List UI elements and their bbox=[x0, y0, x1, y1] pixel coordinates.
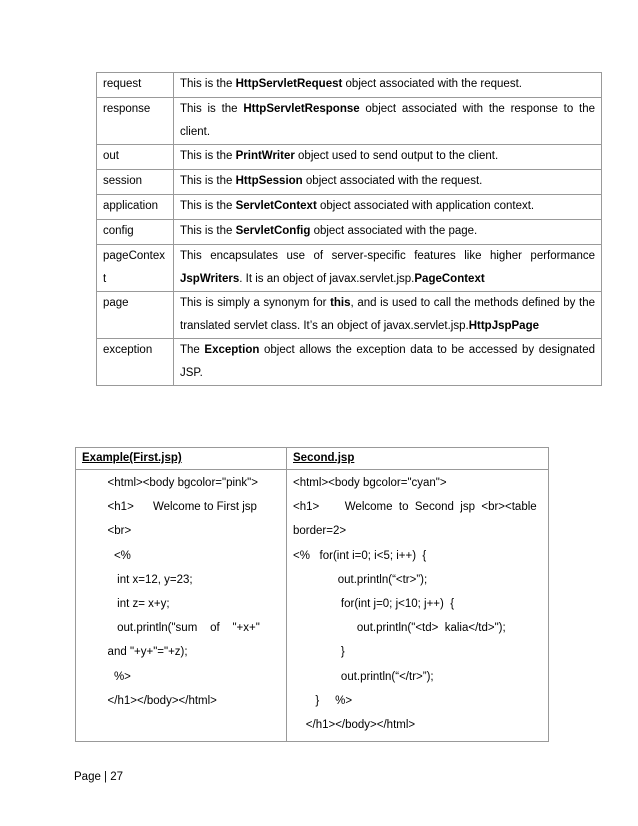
object-name: application bbox=[97, 195, 174, 220]
object-description bbox=[174, 220, 602, 245]
object-description bbox=[174, 195, 602, 220]
bold-term: ServletContext bbox=[235, 200, 317, 212]
code-line: and "+y+"="+z); bbox=[82, 646, 188, 659]
object-name: exception bbox=[97, 339, 174, 386]
left-header: Example(First.jsp) bbox=[76, 448, 287, 470]
object-description bbox=[174, 98, 602, 145]
code-line: out.println("<td> kalia</td>"); bbox=[293, 622, 506, 635]
code-line: <% bbox=[82, 549, 131, 562]
table-row-application bbox=[97, 195, 602, 220]
object-name: request bbox=[97, 73, 174, 98]
table-row-session bbox=[97, 170, 602, 195]
text-run: This is the bbox=[180, 200, 236, 212]
object-name bbox=[97, 245, 174, 292]
bold-term: this bbox=[330, 297, 351, 309]
code-line: </h1></body></html> bbox=[293, 719, 416, 732]
bold-term: HttpJspPage bbox=[468, 320, 539, 332]
object-name: session bbox=[97, 170, 174, 195]
object-description bbox=[174, 73, 602, 98]
text-run: object associated with the request. bbox=[302, 175, 483, 187]
second-jsp-code bbox=[287, 470, 549, 742]
text-run: This is the bbox=[180, 175, 236, 187]
object-description bbox=[174, 245, 602, 292]
right-header: Second.jsp bbox=[287, 448, 549, 470]
table-row-page bbox=[97, 292, 602, 339]
desc-line bbox=[180, 292, 595, 315]
table-row-config bbox=[97, 220, 602, 245]
text-run: translated servlet class. It’s an object of javax.servlet.jsp. bbox=[180, 320, 469, 332]
text-run: . It is an object of javax.servlet.jsp. bbox=[239, 273, 415, 285]
object-name: response bbox=[97, 98, 174, 145]
code-line: <h1> Welcome to First jsp bbox=[82, 501, 257, 514]
jsp-example-table bbox=[75, 447, 549, 742]
jsp-implicit-objects-table bbox=[96, 72, 602, 386]
desc-line bbox=[180, 315, 595, 338]
text-run: This is simply a synonym for bbox=[180, 297, 331, 309]
table-row-request bbox=[97, 73, 602, 98]
bold-term: Exception bbox=[204, 344, 260, 356]
text-run: This is the bbox=[180, 150, 236, 162]
code-line: <br> bbox=[82, 525, 132, 538]
text-run: object associated with the response to the client. bbox=[180, 103, 595, 138]
object-description bbox=[174, 339, 602, 386]
code-line: %> bbox=[82, 670, 131, 683]
code-line: for(int j=0; j<10; j++) { bbox=[293, 598, 455, 611]
object-description bbox=[174, 170, 602, 195]
code-line: <html><body bgcolor="cyan"> bbox=[293, 477, 447, 489]
page-number: Page | 27 bbox=[74, 771, 124, 783]
table-row-pagecontext bbox=[97, 245, 602, 292]
table-row-out bbox=[97, 145, 602, 170]
bold-term: HttpServletResponse bbox=[243, 103, 360, 115]
code-line: <h1> Welcome to Second jsp <br><table bbox=[293, 501, 537, 514]
code-line: </h1></body></html> bbox=[82, 694, 217, 707]
code-line: <html><body bgcolor="pink"> bbox=[82, 477, 258, 489]
code-line: out.println("sum of "+x+" bbox=[82, 622, 260, 635]
text-run: This is the bbox=[180, 78, 236, 90]
bold-term: PrintWriter bbox=[235, 150, 295, 162]
bold-term: HttpSession bbox=[235, 175, 303, 187]
text-run: t bbox=[103, 273, 107, 285]
code-line: <% for(int i=0; i<5; i++) { bbox=[293, 549, 427, 562]
text-run: object associated with the request. bbox=[342, 78, 522, 90]
code-line: out.println(“</tr>”); bbox=[293, 670, 434, 683]
object-name: config bbox=[97, 220, 174, 245]
code-line: int z= x+y; bbox=[82, 598, 170, 611]
desc-line bbox=[180, 268, 595, 291]
code-line: out.println(“<tr>”); bbox=[293, 573, 428, 586]
bold-term: HttpServletRequest bbox=[235, 78, 343, 90]
first-jsp-code bbox=[76, 470, 287, 742]
bold-term: PageContext bbox=[414, 273, 485, 285]
object-description bbox=[174, 292, 602, 339]
text-run: object associated with the page. bbox=[310, 225, 478, 237]
table-row-response bbox=[97, 98, 602, 145]
text-run: object associated with application context. bbox=[316, 200, 535, 212]
text-run: This is the bbox=[180, 225, 236, 237]
desc-line: This encapsulates use of server-specific features like higher performance bbox=[180, 250, 595, 262]
code-line: int x=12, y=23; bbox=[82, 573, 193, 586]
text-run: The bbox=[180, 344, 205, 356]
code-line: } bbox=[293, 646, 345, 659]
code-line: } %> bbox=[293, 694, 353, 707]
object-name: page bbox=[97, 292, 174, 339]
object-name: out bbox=[97, 145, 174, 170]
text-run: This is the bbox=[180, 103, 244, 115]
table-row-exception bbox=[97, 339, 602, 386]
bold-term: JspWriters bbox=[180, 273, 240, 285]
text-run: , and is used to call the methods defined by the bbox=[350, 297, 595, 309]
text-run: object allows the exception data to be accessed by designated JSP. bbox=[180, 344, 595, 379]
bold-term: ServletConfig bbox=[235, 225, 311, 237]
code-line: border=2> bbox=[293, 525, 347, 538]
text-run: object used to send output to the client. bbox=[294, 150, 499, 162]
text-run: pageContex bbox=[103, 250, 166, 262]
object-description bbox=[174, 145, 602, 170]
